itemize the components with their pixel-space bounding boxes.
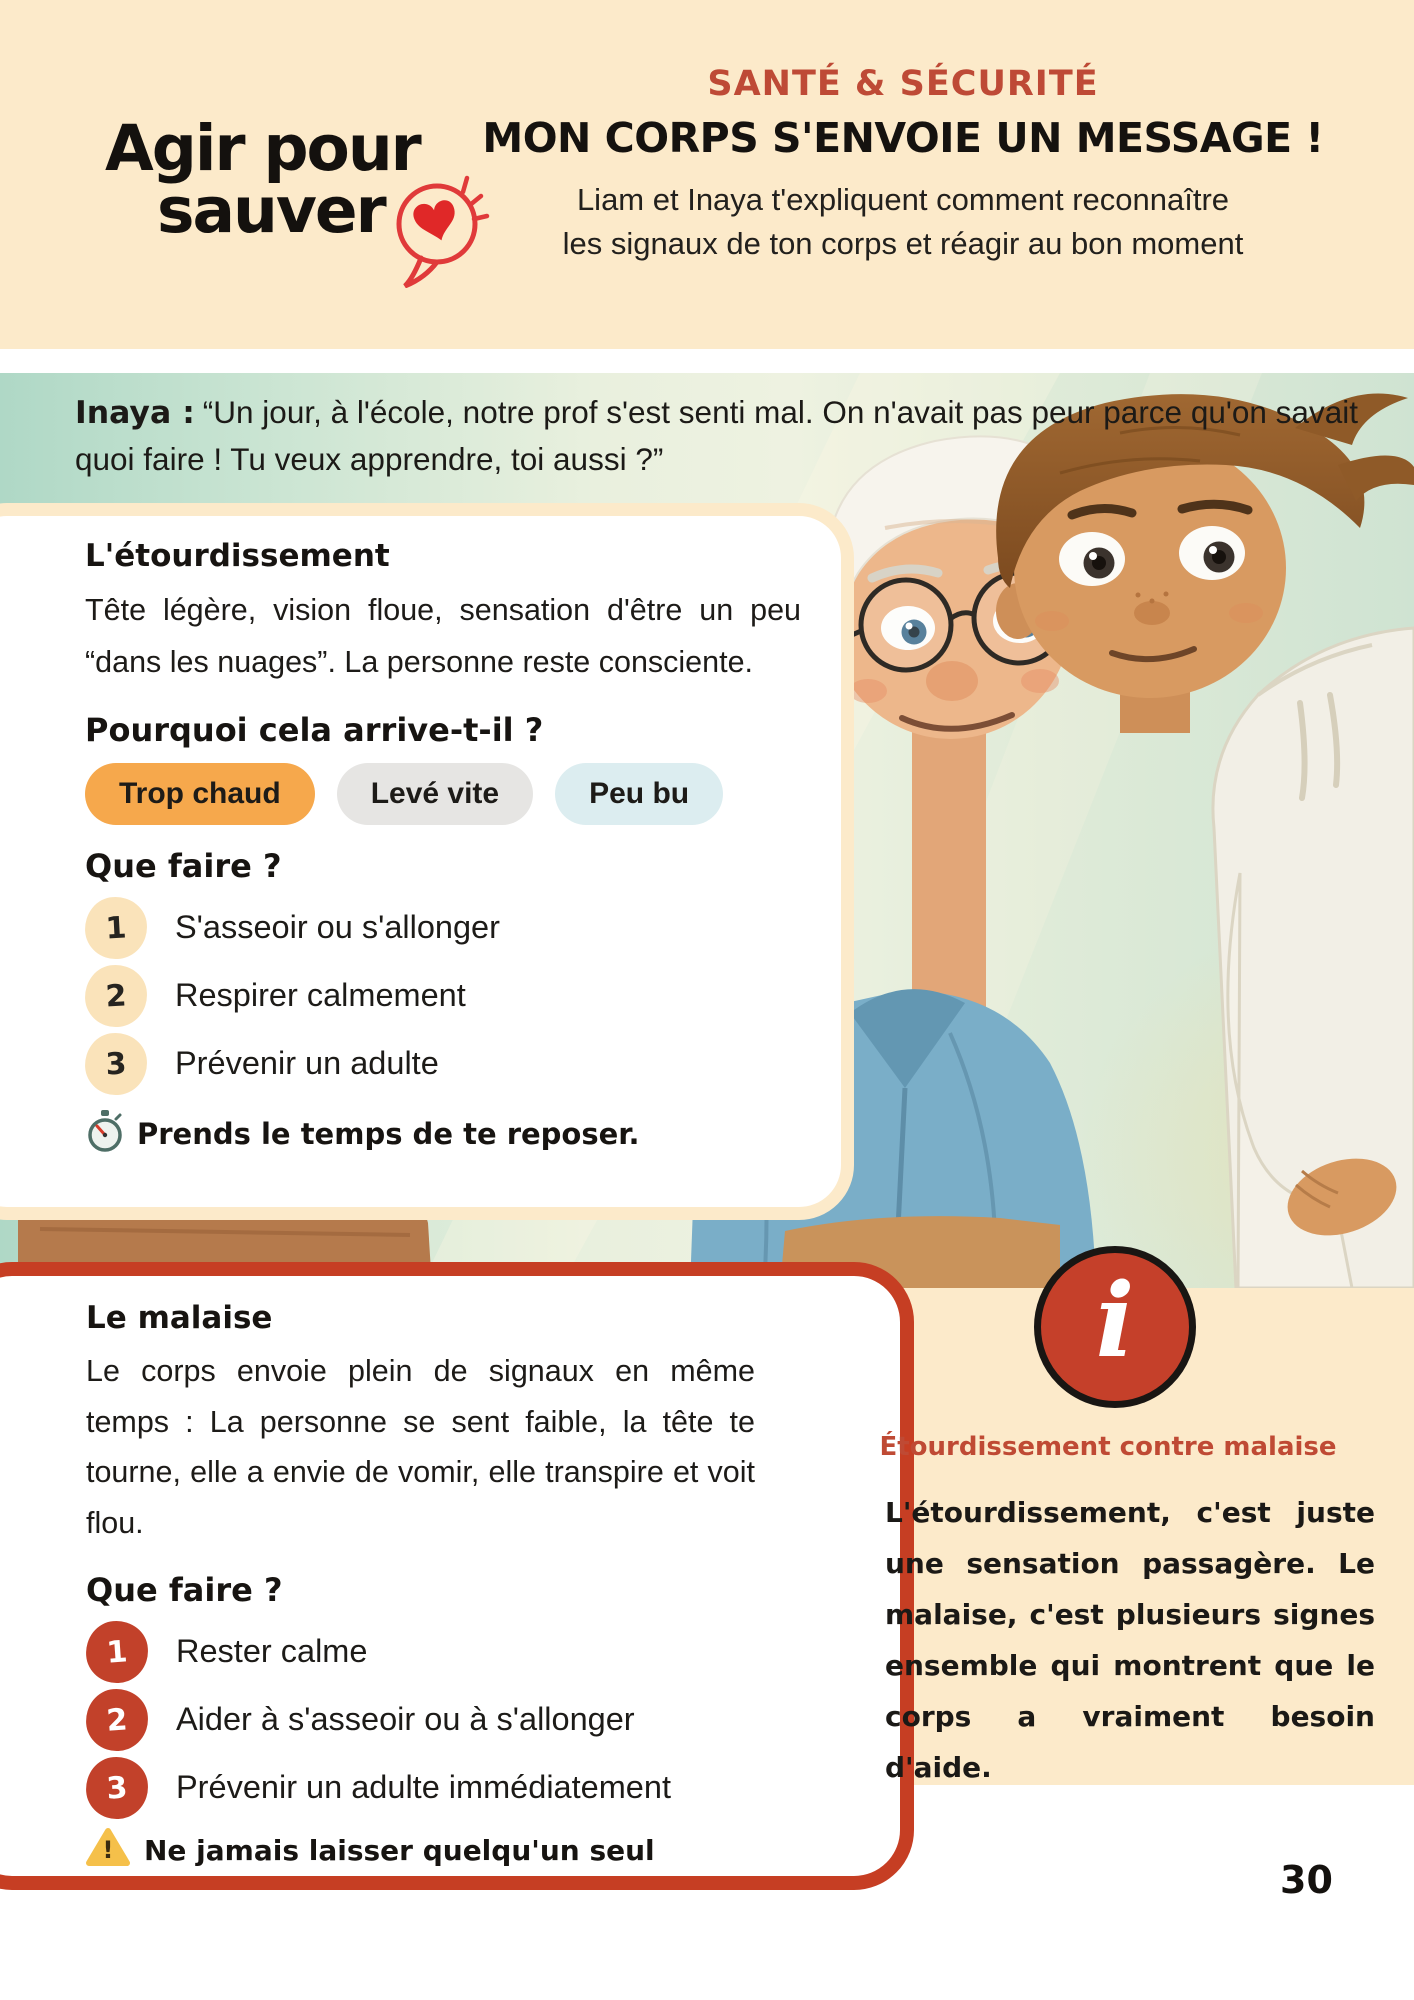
- cause-pill-leve-vite: Levé vite: [337, 763, 533, 825]
- cause-pills: [85, 763, 801, 825]
- rest-tip: Prends le temps de te reposer.: [85, 1109, 801, 1160]
- page-title: MON CORPS S'ENVOIE UN MESSAGE !: [482, 114, 1324, 162]
- step-number-badge: 2: [84, 1686, 150, 1752]
- warning-note: ! Ne jamais laisser quelqu'un seul: [86, 1827, 855, 1874]
- page-subtitle: Liam et Inaya t'expliquent comment reconnaître les signaux de ton corps et réagir au bon moment: [562, 182, 1244, 262]
- cause-pill-trop-chaud: Trop chaud: [85, 763, 315, 825]
- list-item: 2 Respirer calmement: [85, 965, 801, 1027]
- what-heading: Que faire ?: [86, 1570, 283, 1609]
- list-item: 3 Prévenir un adulte: [85, 1033, 801, 1095]
- quote-speaker: Inaya :: [75, 395, 195, 431]
- stopwatch-icon: [85, 1109, 125, 1160]
- cause-pill-peu-bu: Peu bu: [555, 763, 723, 825]
- step-number-badge: 1: [84, 1618, 150, 1684]
- malaise-card: [0, 1262, 914, 1890]
- step-number-badge: 2: [83, 963, 148, 1028]
- section-kicker: SANTÉ & SÉCURITÉ: [707, 64, 1099, 104]
- steps-list: [86, 1621, 855, 1819]
- card-description: Le corps envoie plein de signaux en même temps : La personne se sent faible, la tête te tourne, elle a envie de vomir, elle transpire et voit flou.: [86, 1354, 755, 1540]
- list-item: 2 Aider à s'asseoir ou à s'allonger: [86, 1689, 855, 1751]
- card-title: Le malaise: [86, 1300, 273, 1336]
- page-number: 30: [1280, 1858, 1333, 1902]
- step-number-badge: 3: [84, 1754, 150, 1820]
- info-icon: i: [1034, 1246, 1196, 1408]
- svg-text:!: !: [102, 1835, 114, 1864]
- logo-line-2: sauver: [157, 173, 385, 247]
- step-number-badge: 3: [83, 1031, 148, 1096]
- inaya-quote: [75, 390, 1375, 482]
- warning-triangle-icon: [86, 1827, 130, 1874]
- header-titles: [450, 64, 1356, 266]
- quote-text: “Un jour, à l'école, notre prof s'est senti mal. On n'avait pas peur parce qu'on savait quoi faire ! Tu veux apprendre, toi aussi ?”: [75, 394, 1358, 477]
- what-heading: Que faire ?: [85, 846, 282, 885]
- steps-list: [85, 897, 801, 1095]
- step-number-badge: 1: [83, 895, 148, 960]
- page-header: [0, 0, 1414, 349]
- etourdissement-card: [0, 503, 854, 1220]
- list-item: 1 S'asseoir ou s'allonger: [85, 897, 801, 959]
- card-title: L'étourdissement: [85, 538, 390, 574]
- why-heading: Pourquoi cela arrive-t-il ?: [85, 710, 544, 749]
- card-description: Tête légère, vision floue, sensation d'être un peu “dans les nuages”. La personne reste consciente.: [85, 593, 801, 680]
- list-item: 3 Prévenir un adulte immédiatement: [86, 1757, 855, 1819]
- logo-line-1: Agir pour: [105, 112, 420, 185]
- info-panel-title: Étourdissement contre malaise: [879, 1432, 1337, 1462]
- list-item: 1 Rester calme: [86, 1621, 855, 1683]
- info-panel-text: L'étourdissement, c'est juste une sensation passagère. Le malaise, c'est plusieurs signes ensemble qui montrent que le corps a vraiment besoin d'aide.: [885, 1496, 1375, 1784]
